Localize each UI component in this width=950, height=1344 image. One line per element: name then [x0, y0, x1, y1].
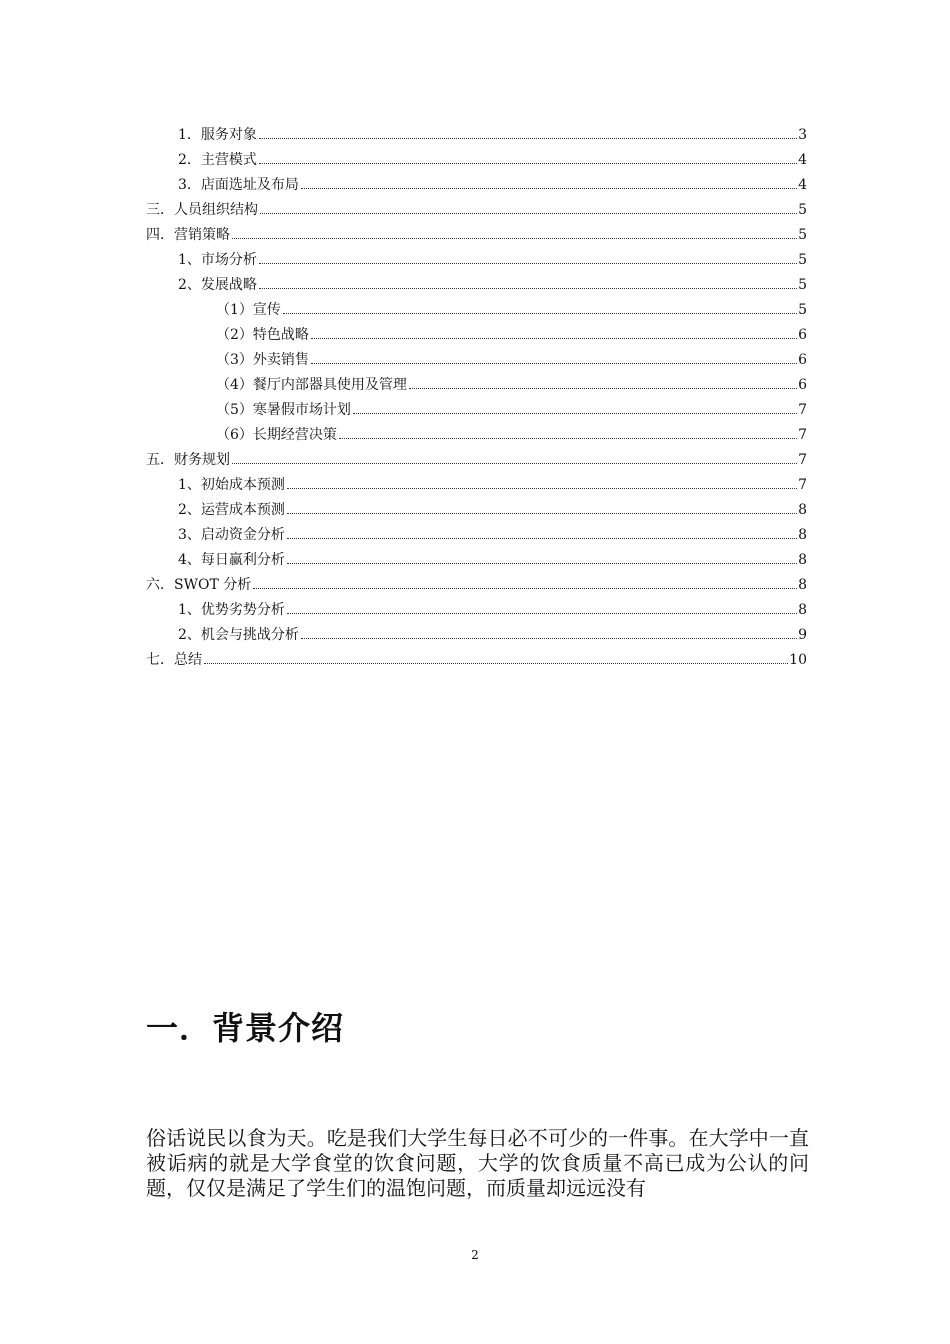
page-number: 2 — [471, 1248, 479, 1262]
toc-entry-page: 4 — [798, 152, 807, 168]
toc-entry[interactable] — [146, 574, 807, 599]
toc-entry-label: 2、发展战略 — [178, 277, 257, 293]
toc-entry[interactable] — [146, 499, 807, 524]
toc-entry-label: 2、运营成本预测 — [178, 502, 285, 518]
toc-entry-page: 8 — [798, 552, 807, 568]
toc-entry-page: 6 — [798, 327, 807, 343]
toc-entry-page: 4 — [798, 177, 807, 193]
toc-entry[interactable] — [146, 624, 807, 649]
toc-entry-page: 8 — [798, 527, 807, 543]
toc-entry-label: 2、机会与挑战分析 — [178, 627, 299, 643]
toc-entry-label: 1．服务对象 — [178, 127, 257, 143]
toc-entry[interactable] — [146, 124, 807, 149]
toc-entry[interactable] — [146, 224, 807, 249]
toc-dot-leader — [301, 637, 797, 639]
toc-entry-label: 4、每日赢利分析 — [178, 552, 285, 568]
toc-entry-page: 7 — [798, 402, 807, 418]
toc-dot-leader — [259, 287, 797, 289]
section-heading: 一．背景介绍 — [146, 1009, 345, 1047]
toc-dot-leader — [259, 137, 797, 139]
toc-entry-label: （4）餐厅内部器具使用及管理 — [216, 377, 407, 393]
toc-entry[interactable] — [146, 399, 807, 424]
toc-entry-label: 1、市场分析 — [178, 252, 257, 268]
toc-entry[interactable] — [146, 649, 807, 674]
toc-dot-leader — [287, 537, 797, 539]
toc-entry-page: 8 — [798, 502, 807, 518]
toc-entry[interactable] — [146, 324, 807, 349]
body-paragraph: 俗话说民以食为天。吃是我们大学生每日必不可少的一件事。在大学中一直被诟病的就是大学食堂的饮食问题，大学的饮食质量不高已成为公认的问题，仅仅是满足了学生们的温饱问题，而质量却远远没有 — [146, 1126, 809, 1200]
toc-dot-leader — [301, 187, 797, 189]
toc-entry-page: 7 — [798, 452, 807, 468]
toc-dot-leader — [287, 562, 797, 564]
toc-dot-leader — [353, 412, 797, 414]
toc-entry-page: 6 — [798, 352, 807, 368]
toc-entry[interactable] — [146, 149, 807, 174]
toc-entry[interactable] — [146, 299, 807, 324]
toc-entry-page: 8 — [798, 577, 807, 593]
toc-entry-label: 三．人员组织结构 — [146, 202, 258, 218]
toc-entry-label: 3．店面选址及布局 — [178, 177, 299, 193]
toc-dot-leader — [287, 487, 797, 489]
toc-entry[interactable] — [146, 549, 807, 574]
toc-entry-label: （6）长期经营决策 — [216, 427, 337, 443]
toc-entry[interactable] — [146, 424, 807, 449]
toc-dot-leader — [339, 437, 797, 439]
toc-entry[interactable] — [146, 374, 807, 399]
toc-dot-leader — [311, 337, 797, 339]
toc-entry-label: （5）寒暑假市场计划 — [216, 402, 351, 418]
toc-entry[interactable] — [146, 249, 807, 274]
toc-dot-leader — [260, 212, 797, 214]
toc-dot-leader — [253, 587, 797, 589]
toc-dot-leader — [409, 387, 797, 389]
toc-entry[interactable] — [146, 274, 807, 299]
toc-entry[interactable] — [146, 524, 807, 549]
toc-entry-page: 5 — [798, 227, 807, 243]
toc-entry-label: 七．总结 — [146, 652, 202, 668]
toc-entry-page: 5 — [798, 277, 807, 293]
toc-entry-label: 3、启动资金分析 — [178, 527, 285, 543]
toc-entry-label: 五．财务规划 — [146, 452, 230, 468]
toc-dot-leader — [259, 262, 797, 264]
toc-entry-label: （3）外卖销售 — [216, 352, 309, 368]
toc-dot-leader — [287, 612, 797, 614]
toc-entry-label: 1、初始成本预测 — [178, 477, 285, 493]
toc-entry-label: 2．主营模式 — [178, 152, 257, 168]
toc-entry[interactable] — [146, 474, 807, 499]
toc-entry-label: （1）宣传 — [216, 302, 281, 318]
toc-entry[interactable] — [146, 349, 807, 374]
table-of-contents — [146, 124, 807, 674]
toc-entry[interactable] — [146, 449, 807, 474]
toc-entry[interactable] — [146, 599, 807, 624]
toc-entry-page: 5 — [798, 202, 807, 218]
toc-entry-page: 7 — [798, 427, 807, 443]
toc-entry-page: 3 — [798, 127, 807, 143]
toc-entry[interactable] — [146, 174, 807, 199]
toc-dot-leader — [204, 662, 788, 664]
toc-dot-leader — [232, 462, 797, 464]
toc-entry-page: 10 — [789, 652, 807, 668]
toc-entry[interactable] — [146, 199, 807, 224]
toc-dot-leader — [287, 512, 797, 514]
toc-entry-page: 7 — [798, 477, 807, 493]
toc-dot-leader — [232, 237, 797, 239]
toc-entry-label: 六．SWOT 分析 — [146, 577, 252, 593]
toc-dot-leader — [283, 312, 797, 314]
toc-entry-label: （2）特色战略 — [216, 327, 309, 343]
toc-entry-page: 5 — [798, 302, 807, 318]
toc-entry-label: 四．营销策略 — [146, 227, 230, 243]
toc-dot-leader — [311, 362, 797, 364]
toc-entry-page: 5 — [798, 252, 807, 268]
toc-entry-page: 9 — [798, 627, 807, 643]
toc-entry-page: 8 — [798, 602, 807, 618]
toc-dot-leader — [259, 162, 797, 164]
toc-entry-page: 6 — [798, 377, 807, 393]
toc-entry-label: 1、优势劣势分析 — [178, 602, 285, 618]
